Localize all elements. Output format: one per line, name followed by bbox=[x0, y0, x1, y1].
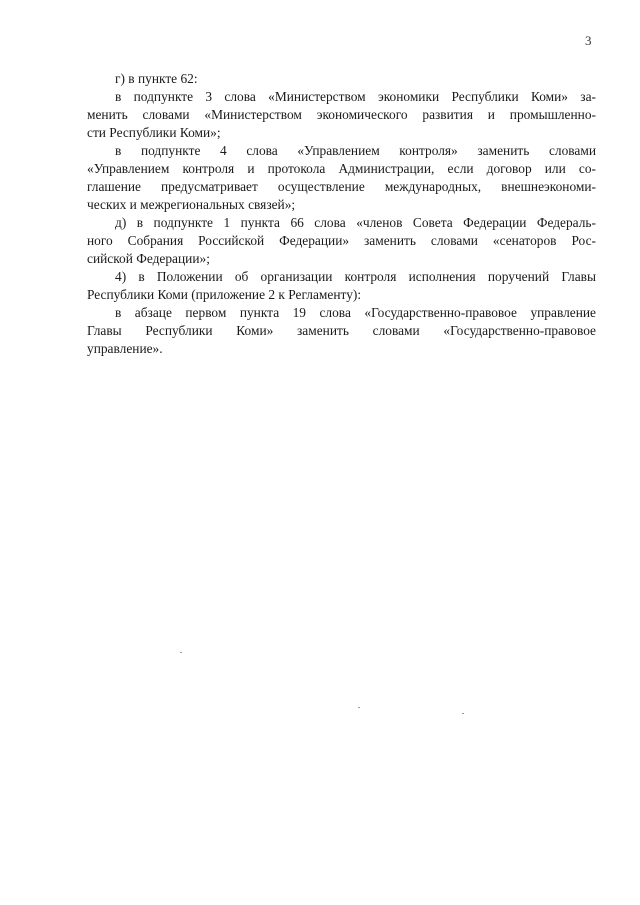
text-line: Главы Республики Коми» заменить словами «Государственно-правовое bbox=[87, 323, 596, 338]
text-line: ческих и межрегиональных связей»; bbox=[87, 197, 296, 212]
page-number: 3 bbox=[585, 33, 592, 48]
text-line: глашение предусматривает осуществление международных, внешнеэкономи- bbox=[87, 179, 596, 194]
text-line: в абзаце первом пункта 19 слова «Государственно-правовое управление bbox=[115, 305, 596, 320]
scan-speck bbox=[180, 652, 182, 653]
text-line: сийской Федерации»; bbox=[87, 251, 210, 266]
document-body bbox=[87, 70, 596, 358]
text-line: 4) в Положении об организации контроля исполнения поручений Главы bbox=[115, 269, 596, 284]
text-line: г) в пункте 62: bbox=[115, 71, 198, 86]
text-line: д) в подпункте 1 пункта 66 слова «членов Совета Федерации Федераль- bbox=[115, 215, 596, 230]
text-line: ного Собрания Российской Федерации» заменить словами «сенаторов Рос- bbox=[87, 233, 596, 248]
text-line: сти Республики Коми»; bbox=[87, 125, 221, 140]
scan-speck bbox=[462, 713, 464, 714]
text-line: в подпункте 3 слова «Министерством экономики Республики Коми» за- bbox=[115, 89, 596, 104]
text-line: в подпункте 4 слова «Управлением контроля» заменить словами bbox=[115, 143, 596, 158]
text-line: менить словами «Министерством экономического развития и промышленно- bbox=[87, 107, 596, 122]
text-line: «Управлением контроля и протокола Администрации, если договор или со- bbox=[87, 161, 596, 176]
scan-speck bbox=[358, 707, 360, 708]
text-line: управление». bbox=[87, 341, 163, 356]
text-line: Республики Коми (приложение 2 к Регламенту): bbox=[87, 287, 362, 302]
